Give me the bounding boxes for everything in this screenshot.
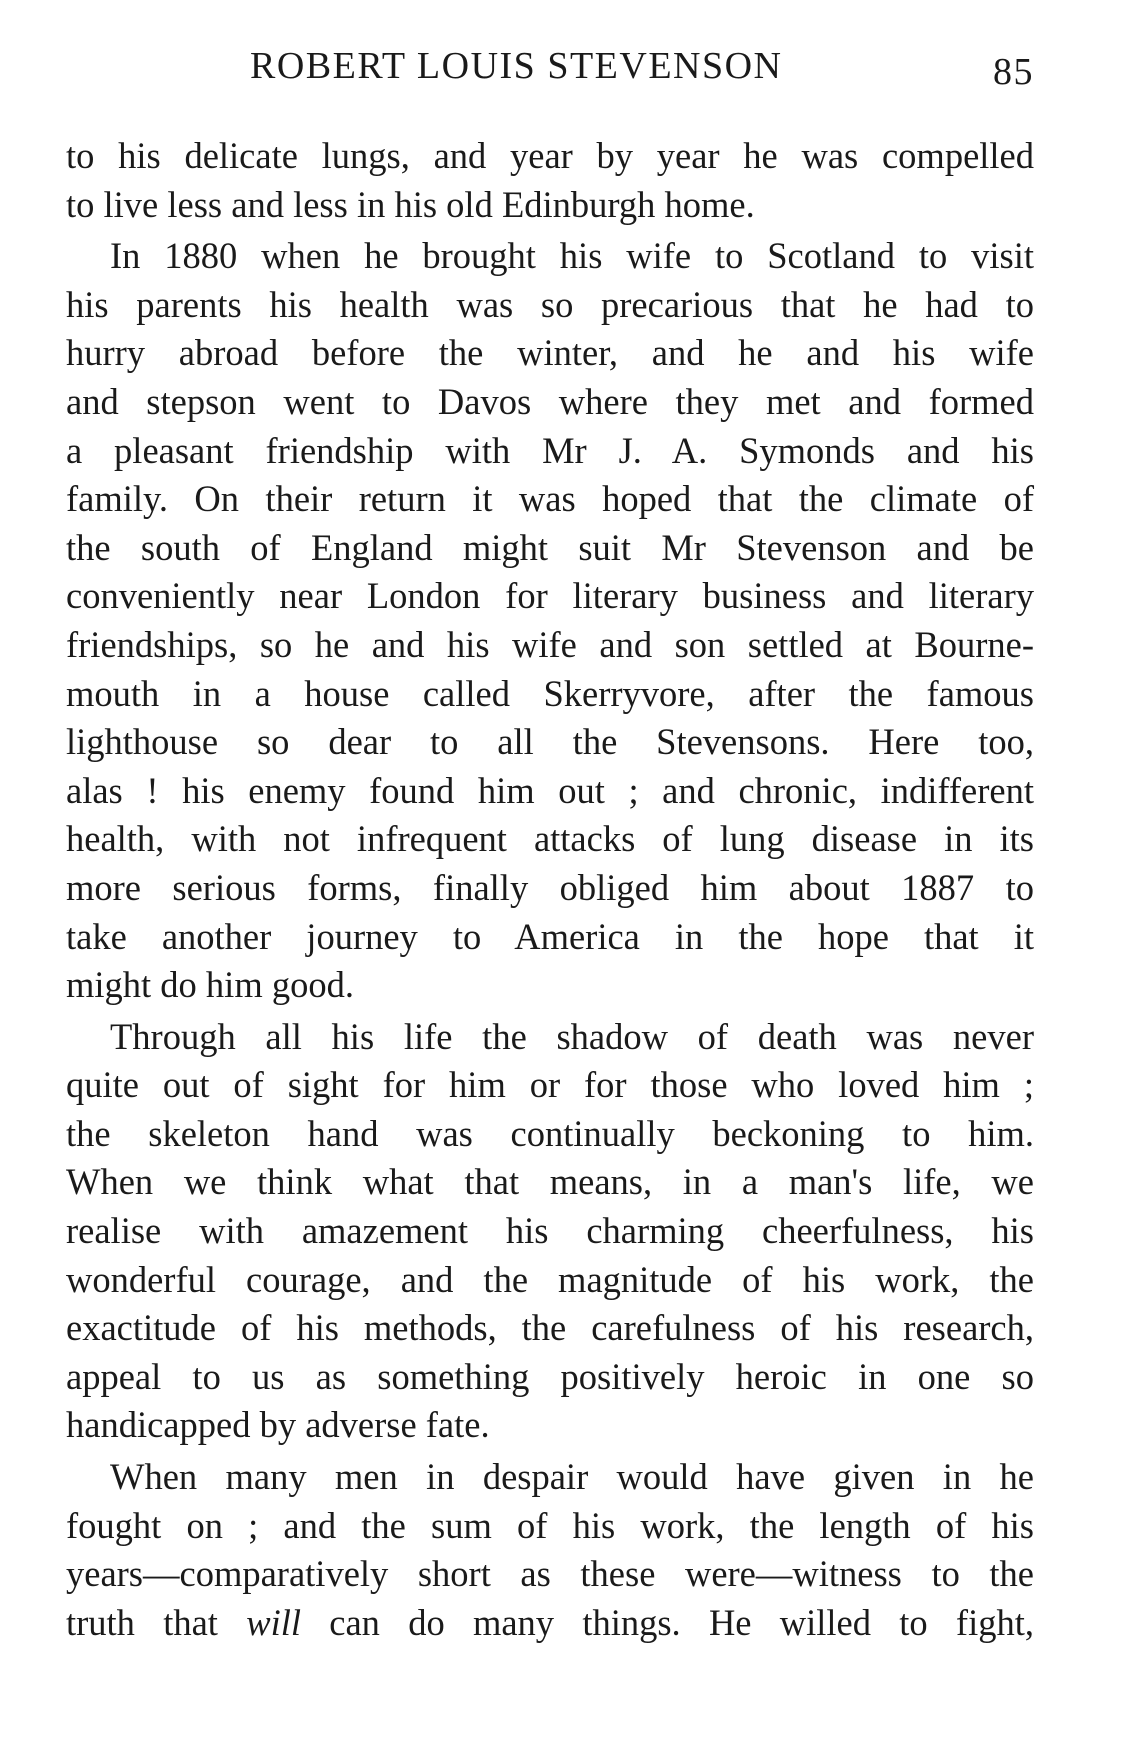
text-line: to his delicate lungs, and year by year he was compelled — [66, 135, 1034, 176]
text-line: hurry abroad before the winter, and he and his wife — [66, 332, 1034, 374]
text-line: appeal to us as something positively heroic in one so — [66, 1355, 1034, 1397]
text-line: take another journey to America in the hope that it — [66, 915, 1034, 957]
paragraph-4 — [66, 1453, 1034, 1647]
text-line: exactitude of his methods, the carefulness of his research, — [66, 1307, 1034, 1349]
text-line: quite out of sight for him or for those who loved him ; — [66, 1064, 1034, 1106]
running-head — [66, 44, 1034, 94]
running-title: ROBERT LOUIS STEVENSON — [250, 45, 783, 87]
paragraph-2 — [66, 232, 1034, 1010]
text-line: lighthouse so dear to all the Stevensons. Here too, — [66, 721, 1034, 763]
text-line: When we think what that means, in a man's life, we — [66, 1161, 1034, 1203]
text-line: the south of England might suit Mr Stevenson and be — [66, 526, 1034, 568]
text-line: might do him good. — [66, 964, 354, 1006]
text-line: and stepson went to Davos where they met and formed — [66, 380, 1034, 422]
text-line: conveniently near London for literary business and literary — [66, 575, 1034, 617]
emphasis-text: will — [246, 1601, 301, 1643]
text-line: When many men in despair would have given in he — [110, 1456, 1034, 1498]
text-segment: truth that — [66, 1601, 247, 1643]
body-text — [66, 132, 1034, 1650]
text-line: friendships, so he and his wife and son settled at Bourne- — [66, 623, 1034, 665]
text-line-final — [66, 1599, 1034, 1648]
paragraph-3 — [66, 1013, 1034, 1450]
text-line: realise with amazement his charming cheerfulness, his — [66, 1210, 1034, 1252]
page-number: 85 — [993, 51, 1034, 93]
text-line: health, with not infrequent attacks of lung disease in its — [66, 818, 1034, 860]
text-line: Through all his life the shadow of death was never — [110, 1015, 1034, 1057]
text-line: In 1880 when he brought his wife to Scotland to visit — [110, 235, 1034, 277]
text-line: wonderful courage, and the magnitude of his work, the — [66, 1258, 1034, 1300]
text-line: handicapped by adverse fate. — [66, 1404, 490, 1446]
text-line: mouth in a house called Skerryvore, after the famous — [66, 672, 1034, 714]
paragraph-1 — [66, 132, 1034, 229]
text-line: his parents his health was so precarious that he had to — [66, 283, 1034, 325]
text-line: a pleasant friendship with Mr J. A. Symonds and his — [66, 429, 1034, 471]
text-line: years—comparatively short as these were—witness to the — [66, 1553, 1034, 1595]
text-line: alas ! his enemy found him out ; and chronic, indifferent — [66, 769, 1034, 811]
text-segment: can do many things. He willed to fight, — [301, 1601, 1034, 1643]
text-line: the skeleton hand was continually beckoning to him. — [66, 1112, 1034, 1154]
text-line: family. On their return it was hoped that the climate of — [66, 478, 1034, 520]
text-line: to live less and less in his old Edinburgh home. — [66, 183, 755, 225]
text-line: more serious forms, finally obliged him about 1887 to — [66, 866, 1034, 908]
text-line: fought on ; and the sum of his work, the length of his — [66, 1504, 1034, 1546]
